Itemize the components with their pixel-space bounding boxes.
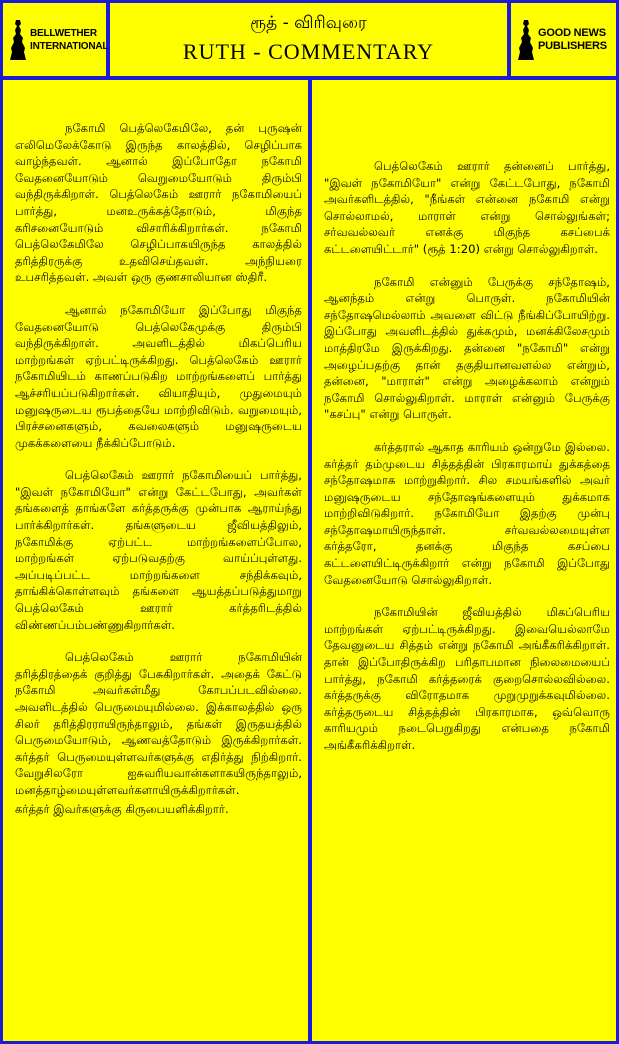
left-column [3,80,308,1041]
paragraph: பெத்லெகேம் ஊரார் நகோமியின் தரித்திரத்தைக் குறித்து பேசுகிறார்கள். அதைக் கேட்டு நகோமி அவர்கள்மீது கோபப்படவில்லை. அவளிடத்தில் பெருமையுமில்லை. இக்காலத்தில் ஒரு சிலர் தரித்திரராயிருந்தாலும், தங்கள் இருதயத்தில் பெருமையோடும், ஆணவத்தோடும் இருக்கிறார்கள். கர்த்தர் பெருமையுள்ளவர்களுக்கு எதிர்த்து நிற்கிறார். வேறுசிலரோ ஐசுவரியவான்களாகயிருந்தாலும், மனத்தாழ்மையுள்ளவர்களாயிருக்கிறார்கள். [15,650,302,797]
paragraph: பெத்லெகேம் ஊரார் நகோமியைப் பார்த்து, "இவள் நகோமியோ" என்று கேட்டபோது, அவர்கள் தங்களைத் தாங்களே கர்த்தருக்கு முன்பாக ஆராய்ந்து பார்க்கிறார்கள். தங்களுடைய ஜீவியத்திலும், நகோமிக்கு ஏற்பட்ட மாற்றங்களைப்போல, மாற்றங்கள் ஏற்படுவதற்கு வாய்ப்புள்ளது. அப்படிப்பட்ட மாற்றங்களை சந்திக்கவும், தாங்கிக்கொள்ளவும் தங்களை ஆயத்தப்படுத்துமாறு பெத்லெகேம் ஊரார் கர்த்தரிடத்தில் விண்ணப்பம்பண்ணுகிறார்கள். [15,468,302,632]
page-title-tamil: ரூத் - விரிவுரை [250,13,367,33]
paragraph: ஆனால் நகோமியோ இப்போது மிகுந்த வேதனையோடு பெத்லெகேமுக்கு திரும்பி வந்திருக்கிறாள். அவளிடத்தில் மிகப்பெரிய மாற்றங்கள் ஏற்பட்டிருக்கிறது. பெத்லெகேம் ஊரார் நகோமியிடம் காணப்படுகிற மாற்றங்களைப் பார்த்து ஆச்சரியப்படுகிறார்கள். வியாதியும், முதுமையும் மனுஷருடைய ரூபத்தையே மாற்றிவிடும். வறுமையும், பிரச்சனைகளும், கவலைகளும் மனுஷருடைய முகக்களையை நீக்கிப்போடும். [15,302,302,450]
good-news-logo [511,3,616,76]
paragraph: கர்த்தரால் ஆகாத காரியம் ஒன்றுமே இல்லை. கர்த்தர் தம்முடைய சித்தத்தின் பிரகாரமாய் துக்கத்தை சந்தோஷமாக மாற்றுகிறார். சில சமயங்களில் அவர் மனுஷருடைய சந்தோஷங்களையும் துக்கமாக மாற்றிவிடுகிறார். நகோமியோ இதற்கு முன்பு சந்தோஷமாயிருந்தாள். சர்வவல்லமையுள்ள கர்த்தரோ, தனக்கு மிகுந்த கசப்பை கட்டளையிட்டிருக்கிறார் என்று நகோமி இப்போது வேதனையோடு சொல்லுகிறாள். [324,439,610,587]
paragraph: நகோமியின் ஜீவியத்தில் மிகப்பெரிய மாற்றங்கள் ஏற்பட்டிருக்கிறது. இவையெல்லாமே தேவனுடைய சித்தம் என்று நகோமி அங்கீகரிக்கிறாள். தான் இப்போதிருக்கிற பரிதாபமான நிலைமையைப் பார்த்து, நகோமி கர்த்தரைக் குறைசொல்லவில்லை. கர்த்தருக்கு விரோதமாக முறுமுறுக்கவுமில்லை. கர்த்தருடைய சித்தத்தின் பிரகாரமாக, ஒவ்வொரு காரியமும் நடைபெறுகிறது என்பதை நகோமி அங்கீகரிக்கிறாள். [324,605,610,752]
logo-right-line1: GOOD NEWS [538,26,606,39]
logo-right-line2: PUBLISHERS [538,39,607,52]
bellwether-logo [3,3,109,76]
paragraph: பெத்லெகேம் ஊரார் தன்னைப் பார்த்து, "இவள் நகோமியோ" என்று கேட்டபோது, நகோமி அவர்களிடத்தில், "நீங்கள் என்னை நகோமி என்று சொல்லாமல், மாராள் என்று சொல்லுங்கள்; சர்வவல்லவர் எனக்கு மிகுந்த கசப்பைக் கட்டளையிட்டார்" (ரூத் 1:20) என்று சொல்லுகிறாள். [324,159,610,256]
ram-silhouette-icon [9,18,27,62]
paragraph: நகோமி பெத்லெகேமிலே, தன் புருஷன் எலிமெலேக்கோடு இருந்த காலத்தில், செழிப்பாக வாழ்ந்தவள். ஆனால் இப்போதோ நகோமி வேதனையோடும் வெறுமையோடும் திரும்பி வந்திருக்கிறாள். பெத்லெகேம் ஊரார் நகோமியைப் பார்த்து, மனஉருக்கத்தோடும், மிகுந்த கரிசனையோடும் விசாரிக்கிறார்கள். நகோமி பெத்லெகேமிலே செழிப்பாகயிருந்த காலத்தில் தரித்திரருக்கு உதவிசெய்தவள். அந்நியரை உபசரித்தவள். அவள் ஒரு குணசாலியான ஸ்திரீ. [15,121,302,285]
paragraph: கர்த்தர் இவர்களுக்கு கிருபையளிக்கிறார். [15,801,229,816]
logo-left-line1: BELLWETHER [30,27,97,39]
right-column [312,80,616,1041]
paragraph: நகோமி என்னும் பேருக்கு சந்தோஷம், ஆனந்தம் என்று பொருள். நகோமியின் சந்தோஷமெல்லாம் அவளை விட்டு நீங்கிப்போயிற்று. இப்போது அவளிடத்தில் துக்கமும், மனக்கிலேசமும் மாத்திரமே இருக்கிறது. தன்னை "நகோமி" என்று அழைப்பதற்கு தான் தகுதியானவளல்ல என்றும், தன்னை, "மாராள்" என்று அழைக்கலாம் என்றும் நகோமி சொல்லுகிறாள். மாராள் என்னும் பேருக்கு "கசப்பு" என்று பொருள். [324,274,610,422]
page-title-english: RUTH - COMMENTARY [182,39,435,64]
ram-silhouette-icon [517,18,535,62]
logo-left-line2: INTERNATIONAL [30,40,109,52]
title-box [110,3,507,76]
